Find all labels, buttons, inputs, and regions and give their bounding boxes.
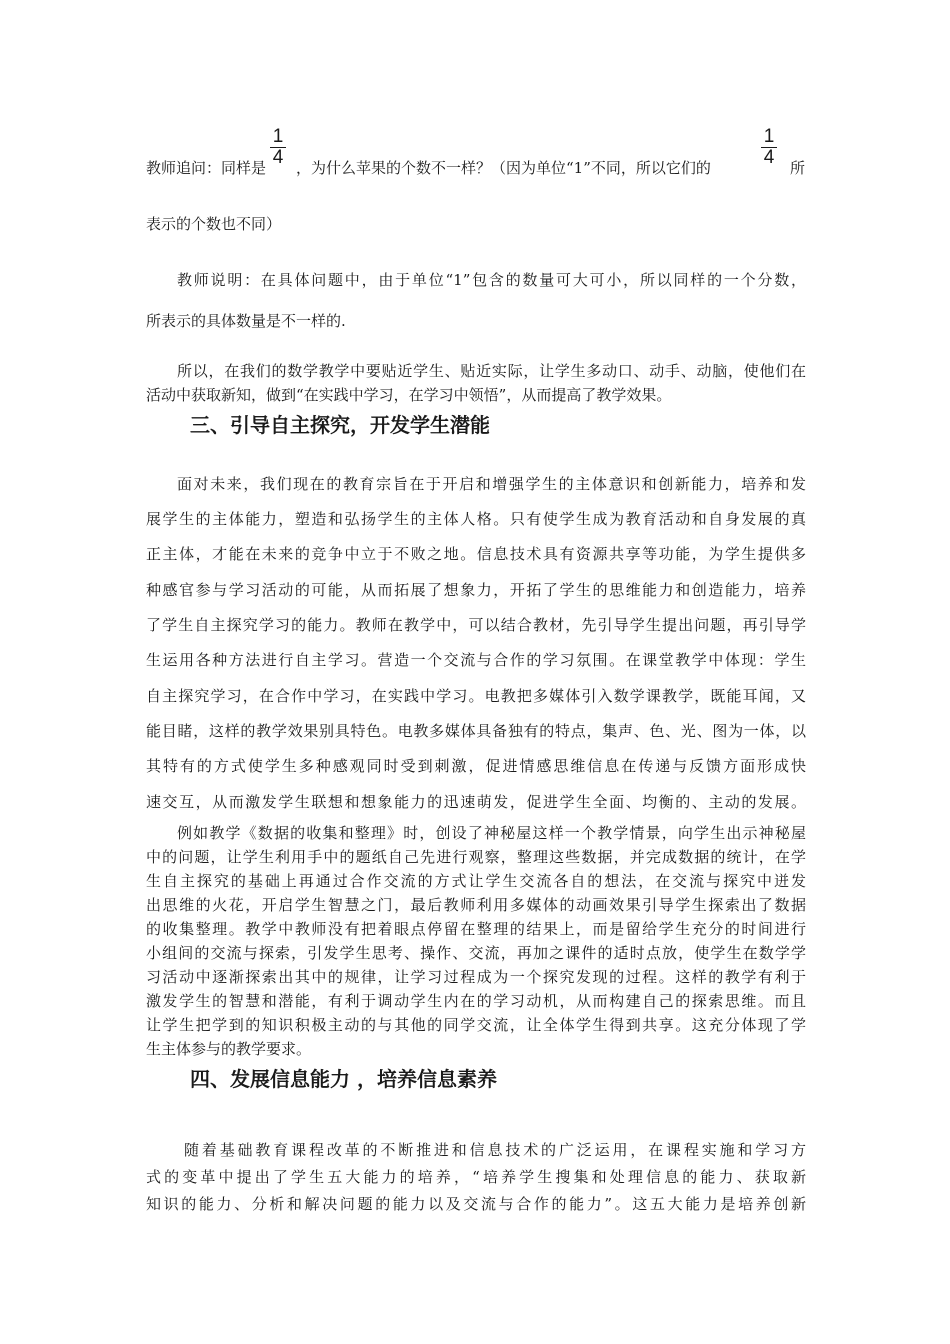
para4-line: 其特有的方式使学生多种感观同时受到刺激，促进情感思维信息在传递与反馈方面形成快 xyxy=(146,757,806,775)
para5-line: 生主体参与的教学要求。 xyxy=(146,1040,312,1058)
para4-line: 自主探究学习，在合作中学习，在实践中学习。电教把多媒体引入数学课教学，既能耳闻，又 xyxy=(146,687,806,705)
fraction-one-quarter-second xyxy=(762,127,776,168)
para6-line: 知识的能力、分析和解决问题的能力以及交流与合作的能力”。这五大能力是培养创新 xyxy=(146,1195,806,1213)
para4-line: 面对未来，我们现在的教育宗旨在于开启和增强学生的主体意识和创新能力，培养和发 xyxy=(177,475,806,493)
para2-line2: 所表示的具体数量是不一样的. xyxy=(146,312,346,330)
para1-line1-c: 所 xyxy=(790,159,806,177)
para5-line: 习活动中逐渐探索出其中的规律，让学习过程成为一个探究发现的过程。这样的教学有利于 xyxy=(146,968,806,986)
para5-line: 激发学生的智慧和潜能，有利于调动学生内在的学习动机，从而构建自己的探索思维。而且 xyxy=(146,992,806,1010)
para4-line: 速交互，从而激发学生联想和想象能力的迅速萌发，促进学生全面、均衡的、主动的发展。 xyxy=(146,793,806,811)
para1-line1-a: 教师追问：同样是 xyxy=(146,159,267,177)
fraction-numerator: 1 xyxy=(763,126,775,147)
para5-line: 生自主探究的基础上再通过合作交流的方式让学生交流各自的想法，在交流与探究中迸发 xyxy=(146,872,806,890)
para1-line2: 表示的个数也不同） xyxy=(146,215,282,233)
fraction-denominator: 4 xyxy=(763,147,775,168)
para6-line: 式的变革中提出了学生五大能力的培养，“培养学生搜集和处理信息的能力、获取新 xyxy=(146,1168,806,1186)
para5-line: 例如教学《数据的收集和整理》时，创设了神秘屋这样一个教学情景，向学生出示神秘屋 xyxy=(177,824,806,842)
para5-line: 出思维的火花，开启学生智慧之门，最后教师利用多媒体的动画效果引导学生探索出了数据 xyxy=(146,896,806,914)
para4-line: 能目睹，这样的教学效果别具特色。电教多媒体具备独有的特点，集声、色、光、图为一体，以 xyxy=(146,722,806,740)
para2-line1: 教师说明：在具体问题中，由于单位“1”包含的数量可大可小，所以同样的一个分数， xyxy=(177,271,806,289)
para4-line: 生运用各种方法进行自主学习。营造一个交流与合作的学习氛围。在课堂教学中体现：学生 xyxy=(146,651,806,669)
para5-line: 让学生把学到的知识积极主动的与其他的同学交流，让全体学生得到共享。这充分体现了学 xyxy=(146,1016,806,1034)
para3-line1: 所以，在我们的数学教学中要贴近学生、贴近实际，让学生多动口、动手、动脑，使他们在 xyxy=(177,362,806,380)
para5-line: 小组间的交流与探索，引发学生思考、操作、交流，再加之课件的适时点放，使学生在数学学 xyxy=(146,944,806,962)
para4-line: 了学生自主探究学习的能力。教师在教学中，可以结合教材，先引导学生提出问题，再引导学 xyxy=(146,616,806,634)
para3-line2: 活动中获取新知，做到“在实践中学习，在学习中领悟”，从而提高了教学效果。 xyxy=(146,386,672,404)
para4-line: 正主体，才能在未来的竞争中立于不败之地。信息技术具有资源共享等功能，为学生提供多 xyxy=(146,545,806,563)
para4-line: 展学生的主体能力，塑造和弘扬学生的主体人格。只有使学生成为教育活动和自身发展的真 xyxy=(146,510,806,528)
section-heading-3: 三、引导自主探究，开发学生潜能 xyxy=(190,413,490,437)
para4-line: 种感官参与学习活动的可能，从而拓展了想象力，开拓了学生的思维能力和创造能力，培养 xyxy=(146,581,806,599)
para6-line: 随着基础教育课程改革的不断推进和信息技术的广泛运用，在课程实施和学习方 xyxy=(184,1141,806,1159)
para5-line: 的收集整理。教学中教师没有把着眼点停留在整理的结果上，而是留给学生充分的时间进行 xyxy=(146,920,806,938)
para5-line: 中的问题，让学生利用手中的题纸自己先进行观察，整理这些数据，并完成数据的统计，在学 xyxy=(146,848,806,866)
fraction-numerator: 1 xyxy=(272,126,284,147)
para1-line1-b: ，为什么苹果的个数不一样？（因为单位“1”不同，所以它们的 xyxy=(296,159,711,177)
section-heading-4: 四、发展信息能力 ，培养信息素养 xyxy=(190,1067,497,1091)
fraction-one-quarter-first xyxy=(271,127,285,168)
fraction-denominator: 4 xyxy=(272,147,284,168)
